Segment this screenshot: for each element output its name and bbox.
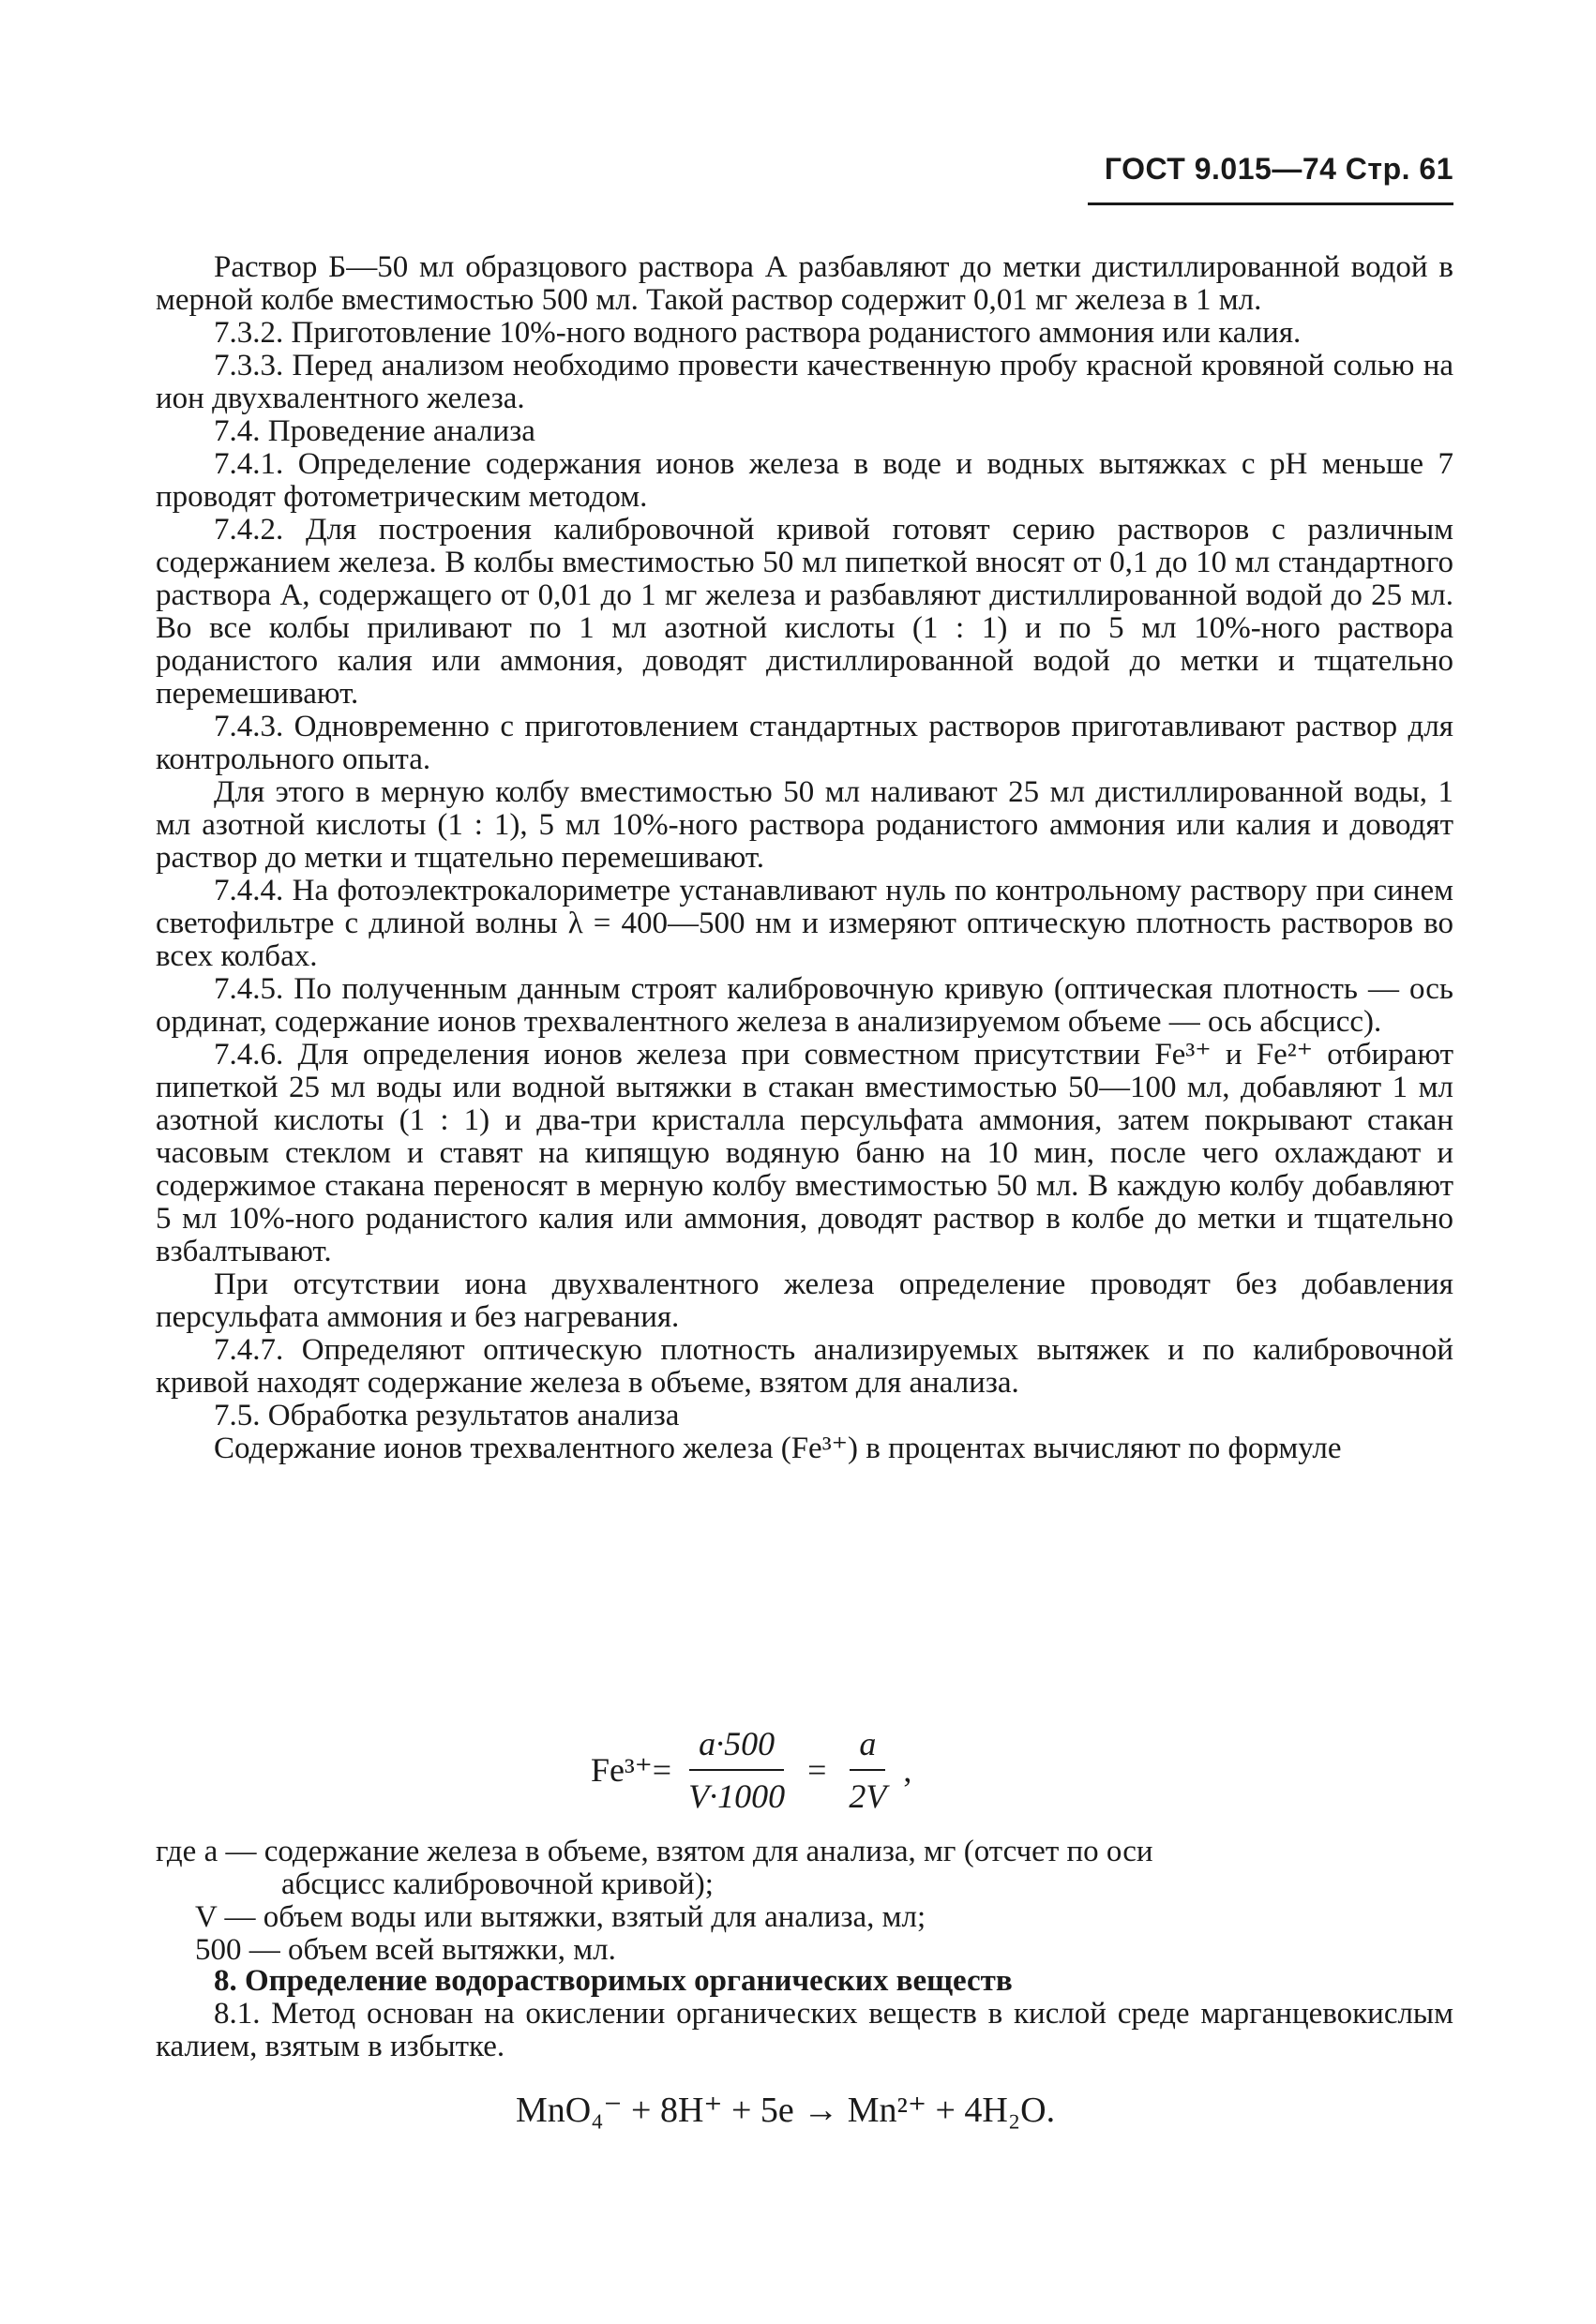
formula-fraction-2 xyxy=(839,1724,896,1816)
reaction-equation: MnO₄⁻ + 8H⁺ + 5e → Mn²⁺ + 4H₂O. xyxy=(516,2091,1056,2130)
paragraph: 7.3.2. Приготовление 10%-ного водного раствора роданистого аммония или калия. xyxy=(214,316,1302,350)
formula-denominator: V·1000 xyxy=(688,1777,786,1815)
legend-line: 500 — объем всей вытяжки, мл. xyxy=(195,1933,616,1967)
formula-fraction-1 xyxy=(679,1724,794,1816)
document-body xyxy=(156,251,1453,1465)
paragraph: 8.1. Метод основан на окислении органических веществ в кислой среде марганцевокислым калием, взятым в избытке. xyxy=(156,1997,1453,2063)
paragraph: 7.4.4. На фотоэлектрокалориметре устанавливают нуль по контрольному раствору при синем светофильтре с длиной волны λ = 400—500 нм и измеряют оптическую плотность растворов во всех колбах. xyxy=(156,874,1453,973)
formula-denominator: 2V xyxy=(849,1777,887,1815)
paragraph: Содержание ионов трехвалентного железа (Fe³⁺) в процентах вычисляют по формуле xyxy=(214,1432,1342,1465)
section-heading: 7.4. Проведение анализа xyxy=(214,414,535,448)
paragraph: 7.4.1. Определение содержания ионов железа в воде и водных вытяжках с pH меньше 7 проводят фотометрическим методом. xyxy=(156,447,1453,514)
formula-numerator: a xyxy=(850,1724,885,1771)
paragraph: 7.4.7. Определяют оптическую плотность анализируемых вытяжек и по калибровочной кривой находят содержание железа в объеме, взятом для анализа. xyxy=(156,1333,1453,1400)
formula-tail: , xyxy=(903,1751,912,1789)
paragraph: 7.4.3. Одновременно с приготовлением стандартных растворов приготавливают раствор для контрольного опыта. xyxy=(156,710,1453,776)
paragraph: Раствор Б—50 мл образцового раствора А разбавляют до метки дистиллированной водой в мерной колбе вместимостью 500 мл. Такой раствор содержит 0,01 мг железа в 1 мл. xyxy=(156,250,1453,317)
paragraph: 7.4.6. Для определения ионов железа при совместном присутствии Fe³⁺ и Fe²⁺ отбирают пипеткой 25 мл воды или водной вытяжки в стакан вместимостью 50—100 мл, добавляют 1 мл азотной кислоты (1 : 1) и два-три кристалла персульфата аммония, затем покрывают стакан часовым стеклом и ставят на кипящую водяную баню на 10 мин, после чего охлаждают и содержимое стакана переносят в мерную колбу вместимостью 50 мл. В каждую колбу добавляют 5 мл 10%-ного роданистого калия или аммония, доводят раствор в колбе до метки и тщательно взбалтывают. xyxy=(156,1038,1453,1268)
header-rule xyxy=(1088,202,1453,205)
formula-lhs: Fe³⁺= xyxy=(591,1751,672,1789)
legend-line: где a — содержание железа в объеме, взятом для анализа, мг (отсчет по оси xyxy=(156,1835,1153,1868)
section-8 xyxy=(156,1965,1453,2063)
formula-numerator: a·500 xyxy=(689,1724,784,1771)
section-heading: 8. Определение водорастворимых органических веществ xyxy=(214,1964,1013,1998)
paragraph: Для этого в мерную колбу вместимостью 50 мл наливают 25 мл дистиллированной воды, 1 мл азотной кислоты (1 : 1), 5 мл 10%-ного раствора роданистого аммония или калия и доводят раствор до метки и тщательно перемешивают. xyxy=(156,775,1453,875)
legend-line: абсцисс калибровочной кривой); xyxy=(281,1867,714,1901)
page-header: ГОСТ 9.015—74 Стр. 61 xyxy=(1104,152,1453,186)
paragraph: 7.4.2. Для построения калибровочной кривой готовят серию растворов с различным содержанием железа. В колбы вместимостью 50 мл пипеткой вносят от 0,1 до 10 мл стандартного раствора А, содержащего от 0,01 до 1 мг железа и разбавляют дистиллированной водой до 25 мл. Во все колбы приливают по 1 мл азотной кислоты (1 : 1) и по 5 мл 10%-ного раствора роданистого калия или аммония, доводят дистиллированной водой до метки и тщательно перемешивают. xyxy=(156,513,1453,711)
formula-legend xyxy=(156,1836,1453,1967)
section-heading: 7.5. Обработка результатов анализа xyxy=(214,1399,680,1432)
iron-formula xyxy=(591,1723,911,1817)
legend-line: V — объем воды или вытяжки, взятый для анализа, мл; xyxy=(195,1900,926,1934)
paragraph: 7.3.3. Перед анализом необходимо провести качественную пробу красной кровяной солью на ион двухвалентного железа. xyxy=(156,349,1453,415)
paragraph: 7.4.5. По полученным данным строят калибровочную кривую (оптическая плотность — ось ординат, содержание ионов трехвалентного железа в анализируемом объеме — ось абсцисс). xyxy=(156,972,1453,1039)
paragraph: При отсутствии иона двухвалентного железа определение проводят без добавления персульфата аммония и без нагревания. xyxy=(156,1267,1453,1334)
formula-equals: = xyxy=(807,1751,827,1789)
